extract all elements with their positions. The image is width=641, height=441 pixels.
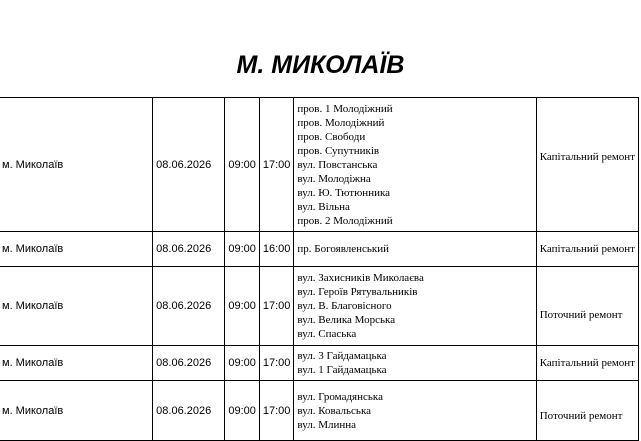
street-item: пров. Супутників (297, 144, 380, 157)
street-item: вул. Млинна (297, 418, 357, 431)
repair-type-cell: Капітальний ремонт (536, 98, 638, 232)
street-item: пров. 1 Молодіжний (297, 102, 393, 115)
repair-type-cell: Поточний ремонт (536, 267, 638, 346)
date-cell: 08.06.2026 (153, 98, 225, 232)
streets-cell (294, 346, 536, 381)
street-item: вул. В. Благовісного (297, 300, 392, 312)
start-time-cell: 09:00 (225, 232, 260, 267)
city-cell: м. Миколаїв (0, 381, 153, 441)
street-item: вул. 3 Гайдамацька (297, 350, 387, 362)
outage-schedule-table (0, 97, 639, 441)
street-item: пров. 2 Молодіжний (297, 214, 393, 227)
city-cell: м. Миколаїв (0, 346, 153, 381)
table-body (0, 98, 639, 441)
start-time-cell: 09:00 (225, 346, 260, 381)
city-cell: м. Миколаїв (0, 98, 153, 232)
start-time-cell: 09:00 (225, 381, 260, 441)
date-cell: 08.06.2026 (153, 381, 225, 441)
table-row (0, 232, 639, 267)
street-item: вул. Захисників Миколаєва (297, 272, 424, 284)
street-item: пров. Молодіжний (297, 116, 385, 129)
streets-cell (294, 232, 536, 267)
page-title: М. МИКОЛАЇВ (236, 51, 405, 79)
street-item: вул. Велика Морська (297, 314, 396, 326)
date-cell: 08.06.2026 (153, 346, 225, 381)
repair-type-cell: Поточний ремонт (536, 381, 638, 441)
date-cell: 08.06.2026 (153, 267, 225, 346)
table-row (0, 346, 639, 381)
end-time-cell: 17:00 (259, 381, 294, 441)
street-item: вул. Героїв Рятувальників (297, 286, 418, 298)
end-time-cell: 17:00 (259, 267, 294, 346)
street-item: вул. Спаська (297, 328, 357, 340)
end-time-cell: 17:00 (259, 346, 294, 381)
street-item: пр. Богоявленський (297, 243, 390, 255)
city-cell: м. Миколаїв (0, 232, 153, 267)
street-item: вул. 1 Гайдамацька (297, 364, 387, 376)
street-item: пров. Свободи (297, 130, 366, 143)
end-time-cell: 17:00 (259, 98, 294, 232)
repair-type-cell: Капітальний ремонт (536, 232, 638, 267)
street-item: вул. Ковальська (297, 404, 372, 417)
table-row (0, 267, 639, 346)
start-time-cell: 09:00 (225, 98, 260, 232)
streets-cell (294, 98, 536, 232)
street-item: вул. Ю. Тютюнника (297, 186, 391, 199)
table-row (0, 98, 639, 232)
street-item: вул. Повстанська (297, 158, 378, 171)
streets-cell (294, 267, 536, 346)
city-cell: м. Миколаїв (0, 267, 153, 346)
street-item: вул. Молодіжна (297, 172, 371, 185)
street-item: вул. Вільна (297, 200, 350, 213)
street-item: вул. Громадянська (297, 390, 383, 403)
end-time-cell: 16:00 (259, 232, 294, 267)
start-time-cell: 09:00 (225, 267, 260, 346)
repair-type-cell: Капітальний ремонт (536, 346, 638, 381)
date-cell: 08.06.2026 (153, 232, 225, 267)
